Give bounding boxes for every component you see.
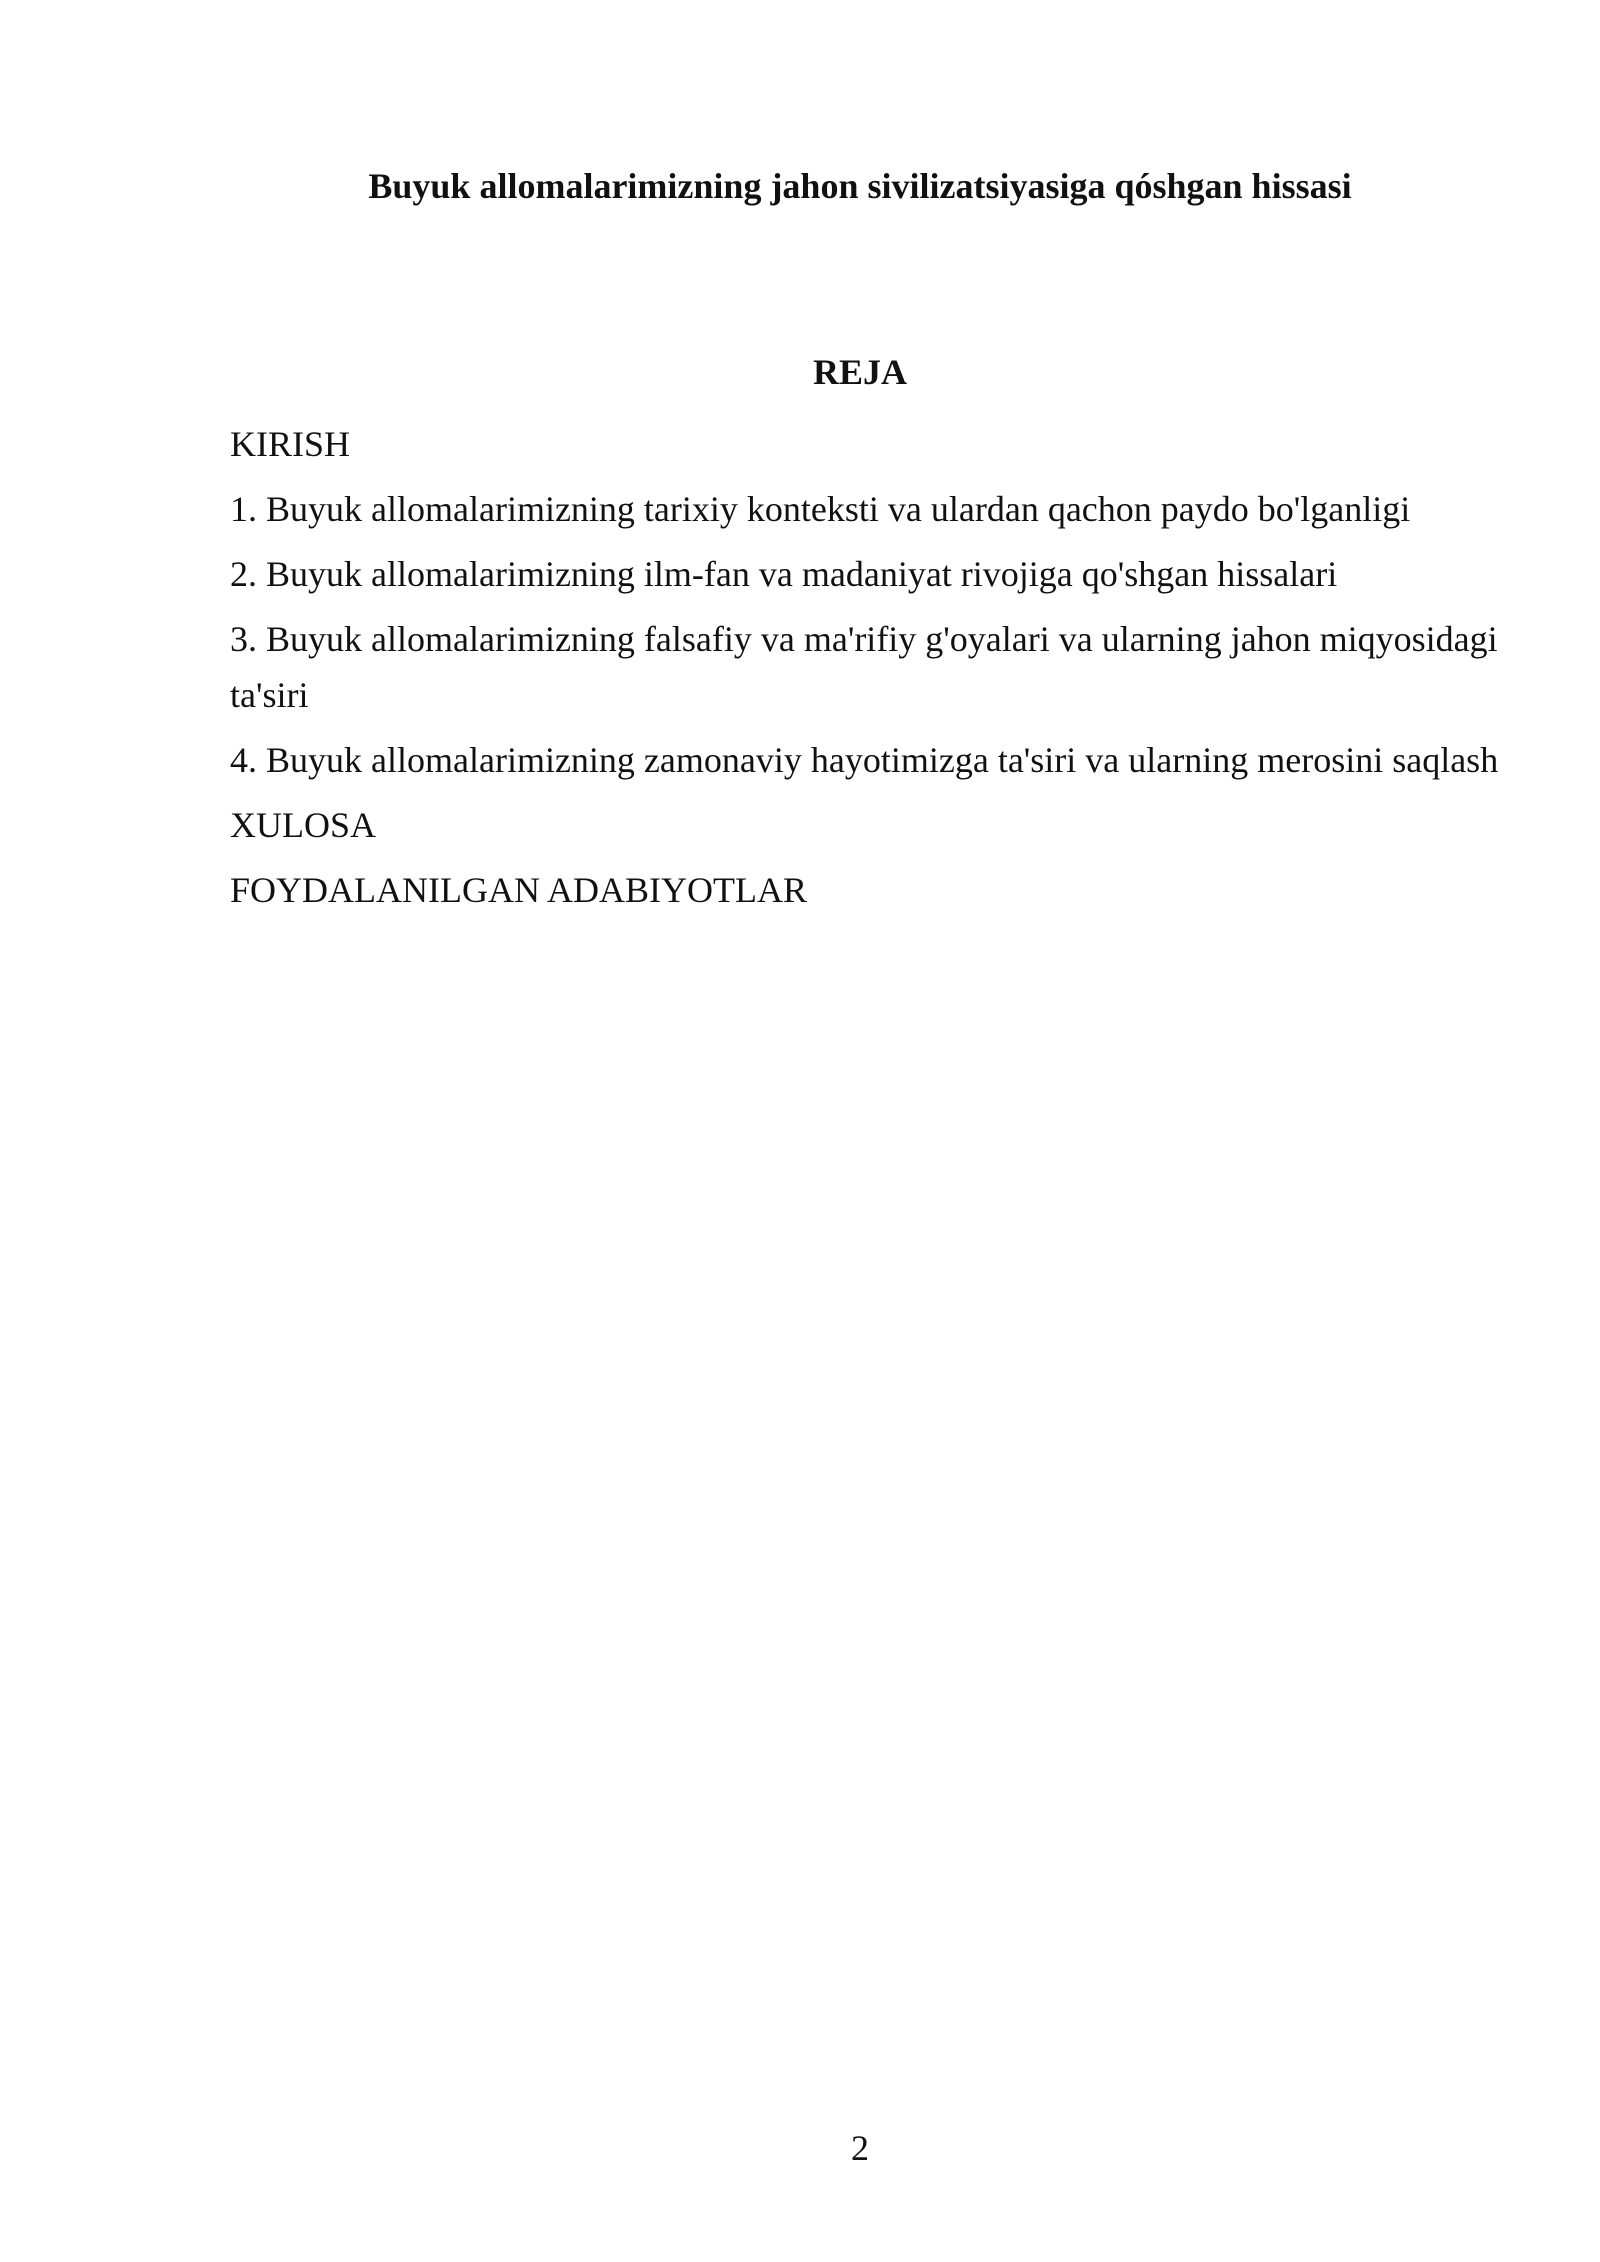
plan-item-conclusion: XULOSA: [230, 805, 377, 845]
plan-item-introduction: KIRISH: [230, 424, 351, 464]
document-title: Buyuk allomalarimizning jahon sivilizatsiyasiga qóshgan hissasi: [368, 166, 1352, 206]
plan-list: [230, 416, 1500, 927]
plan-item-1: 1. Buyuk allomalarimizning tarixiy konteksti va ulardan qachon paydo bo'lganligi: [230, 489, 1411, 529]
plan-item-4: 4. Buyuk allomalarimizning zamonaviy hayotimizga ta'siri va ularning merosini saqlash: [230, 740, 1499, 780]
plan-item-3: 3. Buyuk allomalarimizning falsafiy va ma'rifiy g'oyalari va ularning jahon miqyosidagi ta'siri: [230, 619, 1498, 715]
plan-item-references: FOYDALANILGAN ADABIYOTLAR: [230, 870, 807, 910]
plan-heading: REJA: [812, 352, 907, 392]
page-number: 2: [851, 2128, 869, 2168]
plan-item-2: 2. Buyuk allomalarimizning ilm-fan va madaniyat rivojiga qo'shgan hissalari: [230, 554, 1338, 594]
